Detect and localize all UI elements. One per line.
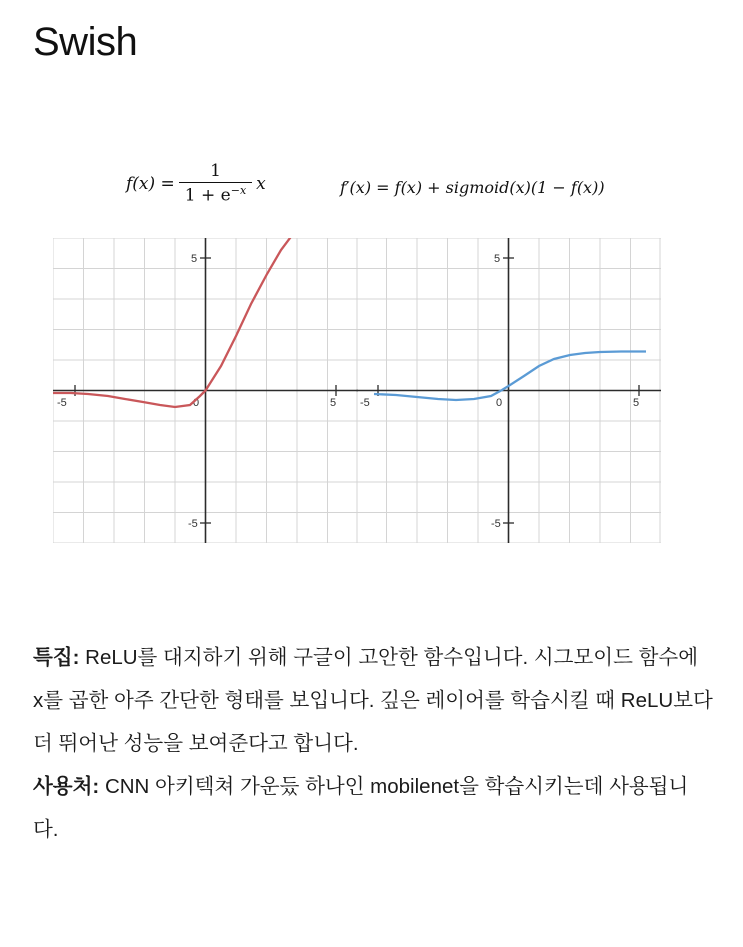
formula-f-of-x: [126, 162, 266, 207]
description-text-usage: CNN 아키텍쳐 가운듰 하나인 mobilenet을 학습시키는데 사용됩니다.: [33, 775, 689, 841]
chart-right-svg: [356, 238, 661, 543]
formula-f-of-x-lhs: f(x) =: [126, 173, 175, 194]
chart-right-axes: [356, 238, 661, 543]
formula-fraction-denominator: [179, 183, 252, 206]
formula-fraction-numerator: 1: [179, 161, 252, 183]
formula-f-of-x-trailing: x: [256, 173, 266, 194]
chart-left-ytick-minus5: -5: [188, 518, 198, 530]
chart-left-svg: [53, 238, 358, 543]
formula-denominator-exponent: −x: [230, 184, 247, 197]
formula-row: [0, 160, 743, 220]
chart-right: [356, 238, 661, 543]
chart-right-curve: [374, 352, 646, 401]
description-label-features: 특집:: [33, 646, 80, 669]
chart-right-xtick-minus5: -5: [360, 397, 370, 409]
chart-left-xtick-5: 5: [330, 397, 337, 409]
formula-f-prime: [340, 178, 605, 197]
chart-left-xtick-minus5: -5: [57, 397, 67, 409]
chart-left-curve: [53, 238, 293, 407]
chart-right-xtick-5: 5: [633, 397, 640, 409]
chart-left: [53, 238, 358, 543]
description-text-features: ReLU를 대지하기 위해 구글이 고안한 함수입니다. 시그모이드 함수에 x를 곱한 아주 간단한 형태를 보입니다. 깊은 레이어를 학습시킬 때 ReLU보다 더 뛰어난 성능을 보여준다고 합니다.: [33, 646, 713, 755]
page-title: Swish: [33, 20, 138, 64]
description-paragraph-2: [33, 765, 713, 851]
description-block: [33, 636, 713, 851]
chart-right-ytick-5: 5: [494, 253, 501, 265]
formula-f-prime-text: f′(x) = f(x) + sigmoid(x)(1 − f(x)): [340, 178, 605, 197]
chart-left-xtick-zero: 0: [193, 397, 200, 409]
chart-left-tick-labels: [57, 253, 336, 530]
formula-fraction: [179, 161, 252, 206]
charts-container: [0, 238, 743, 548]
formula-denominator-base: 1 + e: [184, 185, 231, 206]
chart-left-ytick-5: 5: [191, 253, 198, 265]
description-paragraph-1: [33, 636, 713, 765]
description-label-usage: 사용처:: [33, 775, 100, 798]
chart-right-ytick-minus5: -5: [491, 518, 501, 530]
chart-right-xtick-zero: 0: [496, 397, 503, 409]
